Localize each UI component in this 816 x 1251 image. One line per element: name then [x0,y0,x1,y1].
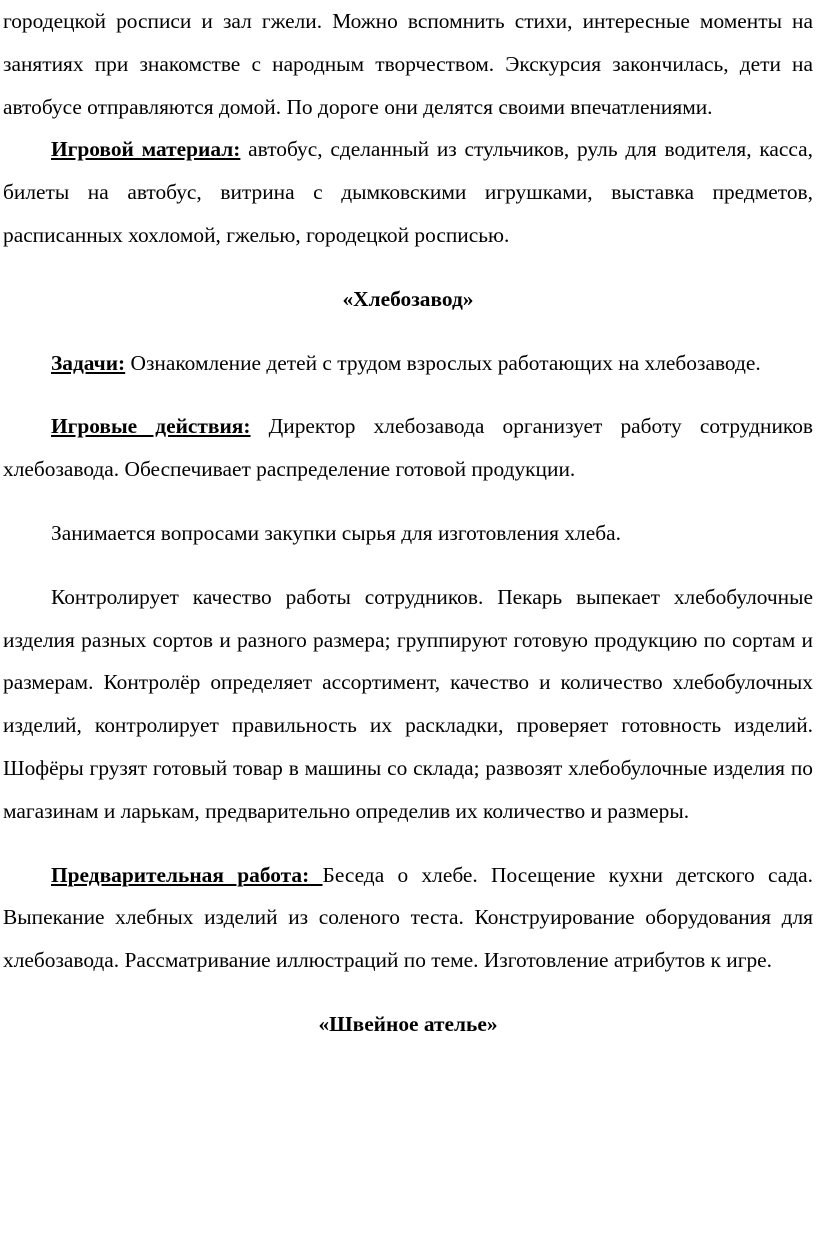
intro-paragraph [3,0,813,128]
actions-text: Директор хлебозавода организует работу сотрудников хлебозавода. Обеспечивает распределение готовой продукции. [3,414,814,482]
control-paragraph: Контролирует качество работы сотрудников. Пекарь выпекает хлебобулочные изделия разных сортов и разного размера; группируют готовую продукцию по сортам и размерам. Контролёр определяет ассортимент, качество и количество хлебобулочных изделий, контролирует правильность их раскладки, проверяет готовность изделий. Шофёры грузят готовый товар в машины со склада; развозят хлебобулочные изделия по магазинам и ларькам, предварительно определив их количество и размеры. [3,584,813,823]
tasks-label: Задачи: [51,350,126,375]
purchase-paragraph: Занимается вопросами закупки сырья для изготовления хлеба. [51,520,621,545]
actions-label: Игровые действия: [51,414,251,439]
section-title-bakery: «Хлебозавод» [342,286,474,311]
prep-paragraph [3,854,813,982]
prep-label: Предварительная работа: [51,862,323,887]
game-material-label: Игровой материал: [51,137,241,162]
prep-text: Беседа о хлебе. Посещение кухни детского сада. Выпекание хлебных изделий из соленого теста. Конструирование оборудования для хлебозавода. Рассматривание иллюстраций по теме. Изготовление атрибутов к игре. [3,862,813,973]
game-material-text: автобус, сделанный из стульчиков, руль для водителя, касса, билеты на автобус, витрина с дымковскими игрушками, выставка предметов, расписанных хохломой, гжелью, городецкой росписью. [3,137,813,247]
game-material-paragraph [3,128,813,256]
tasks-text: Ознакомление детей с трудом взрослых работающих на хлебозаводе. [125,350,761,375]
tasks-paragraph [3,342,813,385]
section-title-atelier: «Швейное ателье» [318,1011,498,1036]
actions-paragraph [3,405,813,491]
intro-text: городецкой росписи и зал гжели. Можно вспомнить стихи, интересные моменты на занятиях при знакомстве с народным творчеством. Экскурсия закончилась, дети на автобусе отправляются домой. По дороге они делятся своими впечатлениями. [3,9,813,119]
